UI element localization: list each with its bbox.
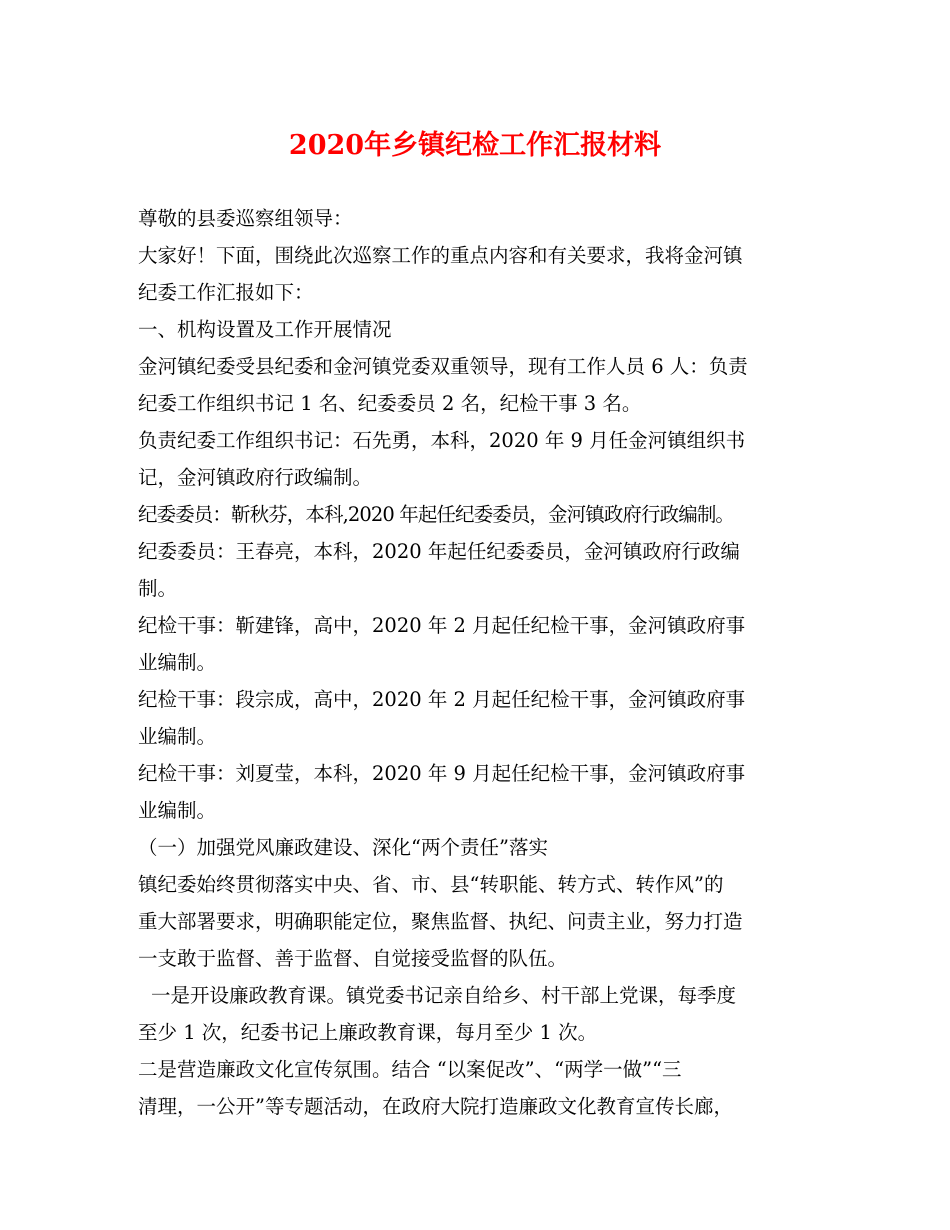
paragraph-line: 二是营造廉政文化宣传氛围。结合 “以案促改”、“两学一做”“三 — [138, 1058, 682, 1081]
paragraph-line: 纪委委员：靳秋芬，本科,2020 年起任纪委委员，金河镇政府行政编制。 — [138, 503, 735, 526]
paragraph-line: 记，金河镇政府行政编制。 — [138, 466, 373, 489]
paragraph-line: 镇纪委始终贯彻落实中央、省、市、县“转职能、转方式、转作风”的 — [138, 873, 724, 896]
paragraph-line: 纪检干事：刘夏莹，本科，2020 年 9 月起任纪检干事，金河镇政府事 — [138, 762, 746, 785]
paragraph-line: 纪检干事：靳建锋，高中，2020 年 2 月起任纪检干事，金河镇政府事 — [138, 614, 746, 637]
paragraph-line: 业编制。 — [138, 725, 217, 748]
section-heading: 一、机构设置及工作开展情况 — [138, 318, 392, 341]
document-body — [138, 200, 814, 1125]
document-title: 2020年乡镇纪检工作汇报材料 — [288, 130, 662, 161]
paragraph-line: 金河镇纪委受县纪委和金河镇党委双重领导，现有工作人员 6 人：负责 — [138, 355, 748, 378]
paragraph-line: 纪检干事：段宗成，高中，2020 年 2 月起任纪检干事，金河镇政府事 — [138, 688, 746, 711]
paragraph-line: 业编制。 — [138, 799, 217, 822]
salutation-line: 尊敬的县委巡察组领导： — [138, 207, 353, 230]
paragraph-line: 一是开设廉政教育课。镇党委书记亲自给乡、村干部上党课，每季度 — [151, 984, 737, 1007]
subsection-heading: （一）加强党风廉政建设、深化“两个责任”落实 — [138, 836, 548, 859]
paragraph-line: 清理，一公开”等专题活动，在政府大院打造廉政文化教育宣传长廊， — [138, 1095, 733, 1118]
paragraph-line: 重大部署要求，明确职能定位，聚焦监督、执纪、问责主业，努力打造 — [138, 910, 743, 933]
paragraph-line: 至少 1 次，纪委书记上廉政教育课，每月至少 1 次。 — [138, 1021, 598, 1044]
paragraph-line: 一支敢于监督、善于监督、自觉接受监督的队伍。 — [138, 947, 568, 970]
paragraph-line: 纪委工作汇报如下： — [138, 281, 314, 304]
paragraph-line: 纪委工作组织书记 1 名、纪委委员 2 名，纪检干事 3 名。 — [138, 392, 642, 415]
paragraph-line: 负责纪委工作组织书记：石先勇，本科，2020 年 9 月任金河镇组织书 — [138, 429, 746, 452]
paragraph-line: 大家好！下面，围绕此次巡察工作的重点内容和有关要求，我将金河镇 — [138, 244, 743, 267]
paragraph-line: 制。 — [138, 577, 178, 600]
paragraph-line: 纪委委员：王春亮，本科，2020 年起任纪委委员，金河镇政府行政编 — [138, 540, 740, 563]
paragraph-line: 业编制。 — [138, 651, 217, 674]
